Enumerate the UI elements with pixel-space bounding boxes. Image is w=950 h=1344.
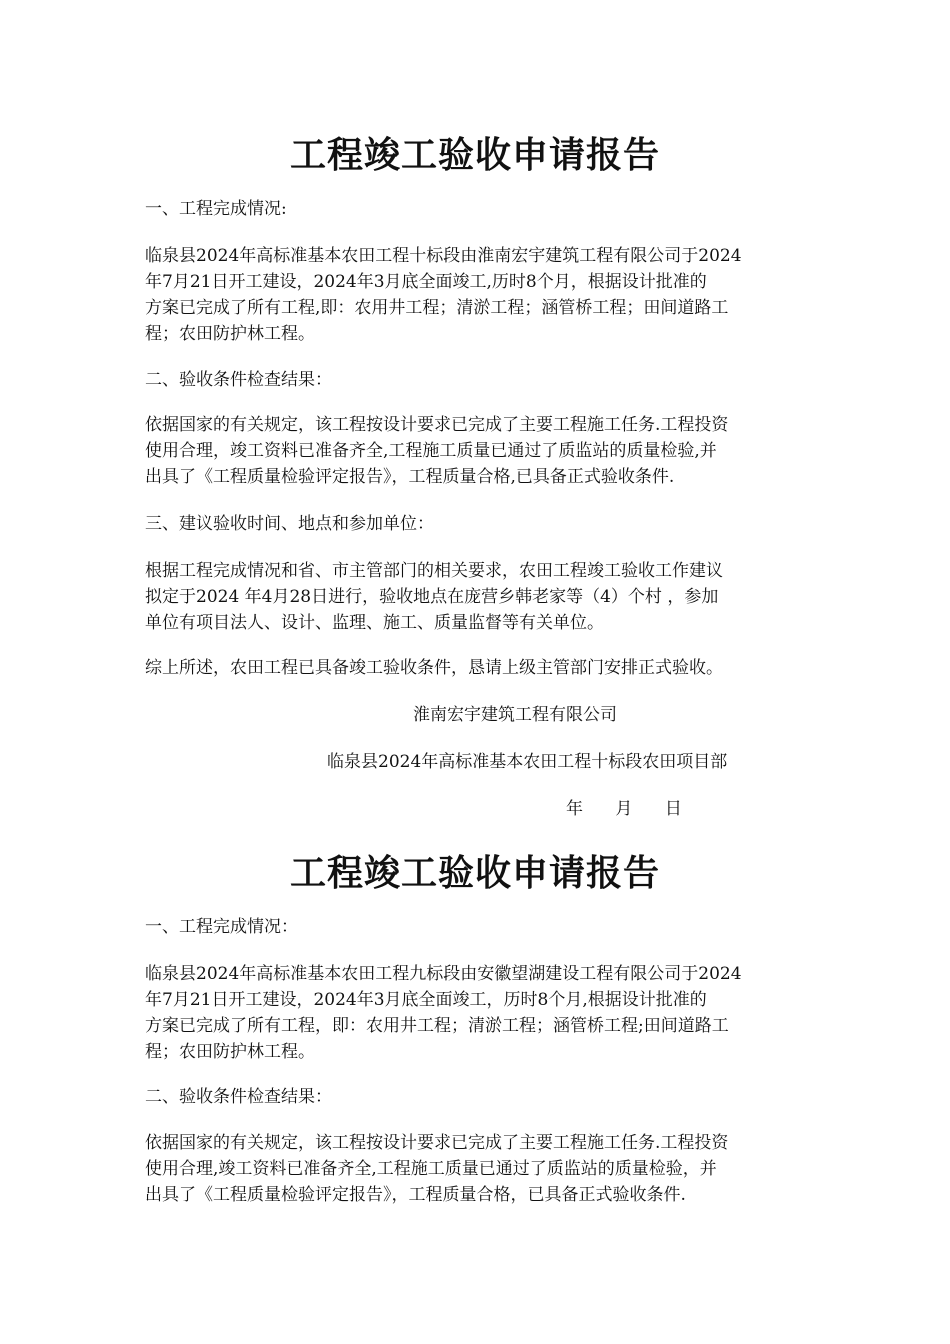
paragraph-line: 程；农田防护林工程。 [145,324,315,344]
paragraph-line: 出具了《工程质量检验评定报告》，工程质量合格,已具备正式验收条件. [145,467,675,487]
company-signature: 淮南宏宇建筑工程有限公司 [413,705,617,725]
report-title: 工程竣工验收申请报告 [289,135,660,176]
paragraph-line: 使用合理,竣工资料已准备齐全,工程施工质量已通过了质监站的质量检验，并 [145,1159,717,1179]
paragraph-line: 使用合理，竣工资料已准备齐全,工程施工质量已通过了质监站的质量检验,并 [145,441,717,461]
paragraph-line: 根据工程完成情况和省、市主管部门的相关要求，农田工程竣工验收工作建议 [145,561,723,581]
section-body-inspection [145,412,810,490]
report-title: 工程竣工验收申请报告 [289,853,660,894]
paragraph-line: 年7月21日开工建设，2024年3月底全面竣工,历时8个月，根据设计批准的 [145,272,707,292]
paragraph-line: 依据国家的有关规定，该工程按设计要求已完成了主要工程施工任务.工程投资 [145,1133,729,1153]
paragraph-line: 临泉县2024年高标准基本农田工程十标段由淮南宏宇建筑工程有限公司于2024 [145,246,742,266]
paragraph-line: 临泉县2024年高标准基本农田工程九标段由安徽望湖建设工程有限公司于2024 [145,964,742,984]
section-heading-schedule: 三、建议验收时间、地点和参加单位： [145,514,434,534]
conclusion-text: 综上所述，农田工程已具备竣工验收条件，恳请上级主管部门安排正式验收。 [145,658,723,678]
paragraph-line: 方案已完成了所有工程，即：农用井工程；清淤工程；涵管桥工程;田间道路工 [145,1016,729,1036]
paragraph-line: 年7月21日开工建设，2024年3月底全面竣工，历时8个月,根据设计批准的 [145,990,707,1010]
section-body-completion [145,961,810,1065]
section-heading-inspection: 二、验收条件检查结果： [145,370,332,390]
section-body-completion [145,243,810,347]
section-body-schedule [145,558,810,636]
section-heading-completion: 一、工程完成情况: [145,199,287,219]
paragraph-line: 单位有项目法人、设计、监理、施工、质量监督等有关单位。 [145,613,604,633]
section-heading-completion: 一、工程完成情况： [145,917,298,937]
paragraph-line: 出具了《工程质量检验评定报告》，工程质量合格，已具备正式验收条件. [145,1185,686,1205]
section-heading-inspection: 二、验收条件检查结果： [145,1087,332,1107]
paragraph-line: 依据国家的有关规定，该工程按设计要求已完成了主要工程施工任务.工程投资 [145,415,729,435]
paragraph-line: 程；农田防护林工程。 [145,1042,315,1062]
date-field: 年 月 日 [566,799,682,819]
paragraph-line: 方案已完成了所有工程,即：农用井工程；清淤工程；涵管桥工程；田间道路工 [145,298,729,318]
paragraph-line: 拟定于2024 年4月28日进行，验收地点在庞营乡韩老家等（4）个村 ，参加 [145,587,719,607]
department-signature: 临泉县2024年高标准基本农田工程十标段农田项目部 [327,752,728,772]
section-body-inspection [145,1130,810,1208]
